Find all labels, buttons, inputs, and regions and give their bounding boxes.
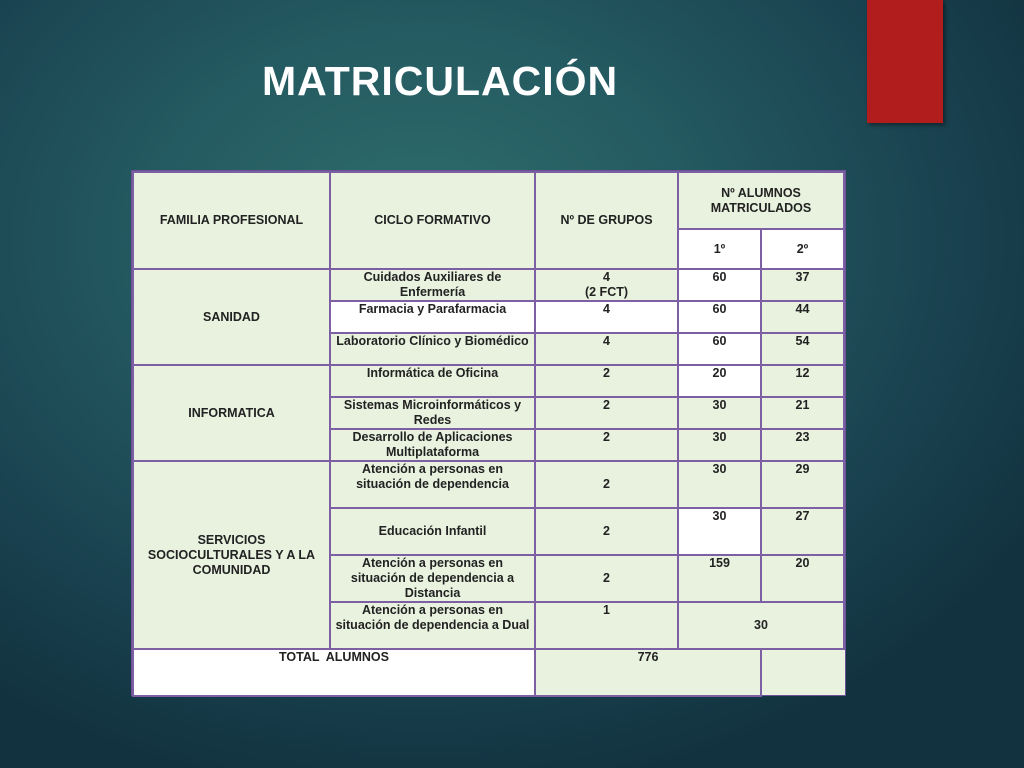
total-value: 776 <box>535 649 761 696</box>
ciclo-cell: Atención a personas en situación de dependencia a Dual <box>330 602 535 649</box>
header-grupos: Nº DE GRUPOS <box>535 172 678 269</box>
segundo-cell: 20 <box>761 555 844 602</box>
primero-cell: 30 <box>678 429 761 461</box>
header-row <box>133 172 844 229</box>
primero-cell: 30 <box>678 461 761 508</box>
total-row <box>133 649 844 696</box>
ciclo-cell: Informática de Oficina <box>330 365 535 397</box>
ciclo-cell: Laboratorio Clínico y Biomédico <box>330 333 535 365</box>
ciclo-cell: Educación Infantil <box>330 508 535 555</box>
header-familia: FAMILIA PROFESIONAL <box>133 172 330 269</box>
red-accent-bar <box>867 0 943 123</box>
familia-informatica: INFORMATICA <box>133 365 330 461</box>
ciclo-cell: Atención a personas en situación de dependencia a Distancia <box>330 555 535 602</box>
table-row <box>133 269 844 301</box>
primero-cell: 159 <box>678 555 761 602</box>
slide-title: MATRICULACIÓN <box>262 58 619 104</box>
grupos-cell: 4 <box>535 333 678 365</box>
primero-cell: 60 <box>678 269 761 301</box>
primero-cell: 30 <box>678 508 761 555</box>
segundo-cell: 29 <box>761 461 844 508</box>
familia-sanidad: SANIDAD <box>133 269 330 365</box>
header-segundo: 2º <box>761 229 844 269</box>
header-ciclo: CICLO FORMATIVO <box>330 172 535 269</box>
ciclo-cell: Farmacia y Parafarmacia <box>330 301 535 333</box>
enrollment-table <box>131 170 846 696</box>
grupos-cell: 2 <box>535 397 678 429</box>
grupos-cell: 4 (2 FCT) <box>535 269 678 301</box>
table-row <box>133 365 844 397</box>
table-row <box>133 461 844 508</box>
segundo-cell: 27 <box>761 508 844 555</box>
familia-servicios: SERVICIOS SOCIOCULTURALES Y A LA COMUNIDAD <box>133 461 330 649</box>
grupos-cell: 2 <box>535 508 678 555</box>
header-primero: 1º <box>678 229 761 269</box>
ciclo-cell: Desarrollo de Aplicaciones Multiplataforma <box>330 429 535 461</box>
segundo-cell: 44 <box>761 301 844 333</box>
segundo-cell: 23 <box>761 429 844 461</box>
grupos-cell: 2 <box>535 555 678 602</box>
segundo-cell: 12 <box>761 365 844 397</box>
primero-cell: 30 <box>678 397 761 429</box>
segundo-cell: 37 <box>761 269 844 301</box>
segundo-cell: 54 <box>761 333 844 365</box>
grupos-cell: 1 <box>535 602 678 649</box>
grupos-cell: 2 <box>535 365 678 397</box>
primero-cell: 60 <box>678 301 761 333</box>
ciclo-cell: Atención a personas en situación de dependencia <box>330 461 535 508</box>
grupos-cell: 2 <box>535 429 678 461</box>
primero-cell: 20 <box>678 365 761 397</box>
total-label: TOTAL ALUMNOS <box>133 649 535 696</box>
grupos-cell: 4 <box>535 301 678 333</box>
grupos-cell: 2 <box>535 461 678 508</box>
primero-cell: 60 <box>678 333 761 365</box>
combined-alumnos-cell: 30 <box>678 602 844 649</box>
ciclo-cell: Cuidados Auxiliares de Enfermería <box>330 269 535 301</box>
header-alumnos: Nº ALUMNOS MATRICULADOS <box>678 172 844 229</box>
segundo-cell: 21 <box>761 397 844 429</box>
ciclo-cell: Sistemas Microinformáticos y Redes <box>330 397 535 429</box>
